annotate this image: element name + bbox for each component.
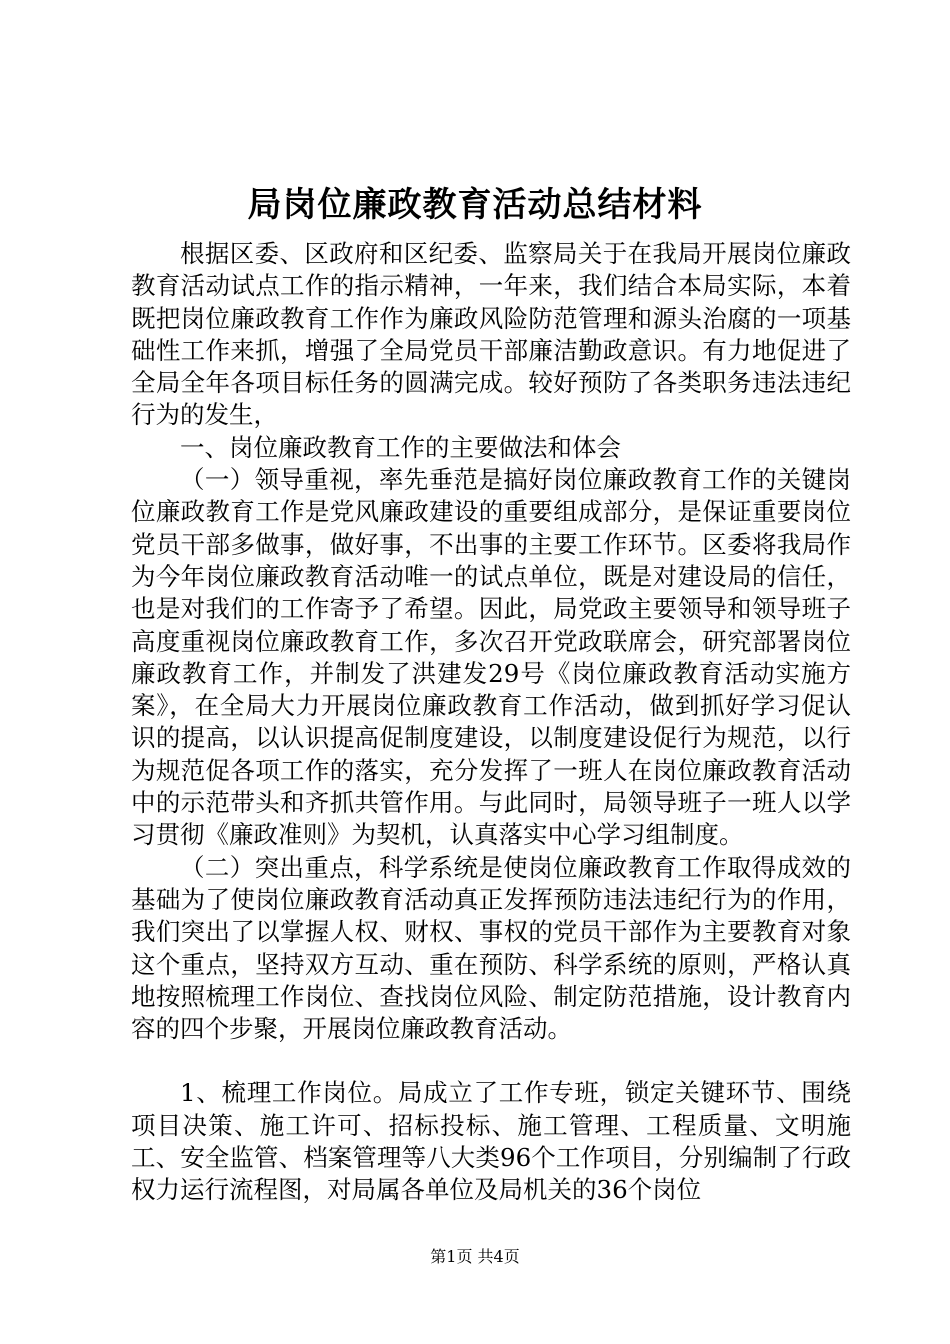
- document-title: 局岗位廉政教育活动总结材料: [247, 185, 703, 225]
- paragraph-focus: （二）突出重点，科学系统是使岗位廉政教育工作取得成效的基础为了使岗位廉政教育活动真正发挥预防违法违纪行为的作用，我们突出了以掌握人权、财权、事权的党员干部作为主要教育对象这个重点，坚持双方互动、重在预防、科学系统的原则，严格认真地按照梳理工作岗位、查找岗位风险、制定防范措施，设计教育内容的四个步聚，开展岗位廉政教育活动。: [131, 852, 851, 1044]
- paragraph-step-1: 1、梳理工作岗位。局成立了工作专班，锁定关键环节、围绕项目决策、施工许可、招标投标、施工管理、工程质量、文明施工、安全监管、档案管理等八大类96个工作项目，分别编制了行政权力运行流程图，对局属各单位及局机关的36个岗位: [131, 1078, 851, 1205]
- document-body: [131, 238, 851, 1207]
- paragraph-leadership: （一）领导重视，率先垂范是搞好岗位廉政教育工作的关键岗位廉政教育工作是党风廉政建设的重要组成部分，是保证重要岗位党员干部多做事，做好事，不出事的主要工作环节。区委将我局作为今年岗位廉政教育活动唯一的试点单位，既是对建设局的信任，也是对我们的工作寄予了希望。因此，局党政主要领导和领导班子高度重视岗位廉政教育工作，多次召开党政联席会，研究部署岗位廉政教育工作，并制发了洪建发29号《岗位廉政教育活动实施方案》，在全局大力开展岗位廉政教育工作活动，做到抓好学习促认识的提高，以认识提高促制度建设，以制度建设促行为规范，以行为规范促各项工作的落实，充分发挥了一班人在岗位廉政教育活动中的示范带头和齐抓共管作用。与此同时，局领导班子一班人以学习贯彻《廉政准则》为契机，认真落实中心学习组制度。: [131, 465, 851, 850]
- section-heading: 一、岗位廉政教育工作的主要做法和体会: [180, 432, 621, 462]
- page-indicator: 第1页 共4页: [430, 1247, 520, 1266]
- paragraph-intro: 根据区委、区政府和区纪委、监察局关于在我局开展岗位廉政教育活动试点工作的指示精神，一年来，我们结合本局实际，本着既把岗位廉政教育工作作为廉政风险防范管理和源头治腐的一项基础性工作来抓，增强了全局党员干部廉洁勤政意识。有力地促进了全局全年各项目标任务的圆满完成。较好预防了各类职务违法违纪行为的发生，: [131, 239, 851, 430]
